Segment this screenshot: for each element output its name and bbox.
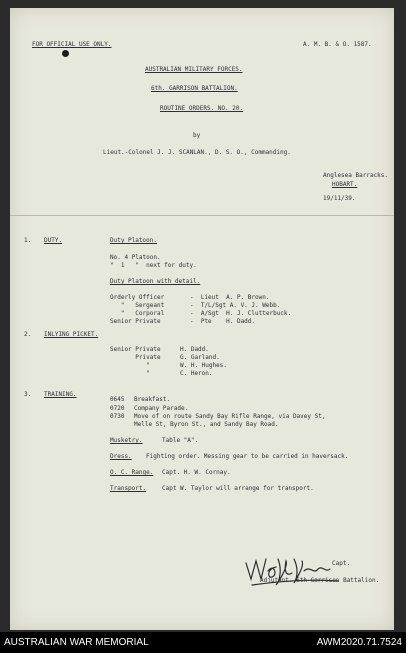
location-barracks: Anglesea Barracks. <box>323 172 389 179</box>
force-title: AUSTRALIAN MILITARY FORCES. <box>145 66 243 73</box>
section-3-heading: TRAINING. <box>44 391 77 398</box>
detail-heading: Duty Platoon with detail. <box>110 278 201 285</box>
picket-name: W. H. Hughes. <box>180 362 227 369</box>
schedule-activity: Move of on route Sandy Bay Rifle Range, via Davey St, <box>134 413 326 420</box>
picket-role: Private <box>110 354 161 361</box>
schedule-time: 0730 <box>110 413 125 420</box>
section-1-number: 1. <box>24 237 32 244</box>
role-name: - A/Sgt H. J. Clutterbuck. <box>190 310 292 317</box>
document-page <box>10 8 394 630</box>
picket-name: G. Garland. <box>180 354 220 361</box>
section-1-heading: DUTY. <box>44 237 63 244</box>
section-3-number: 3. <box>24 391 32 398</box>
picket-role: " <box>110 370 150 377</box>
transport-label: Transport. <box>110 485 147 492</box>
duty-platoon-line: No. 4 Platoon. <box>110 254 161 261</box>
musketry-text: Table "A". <box>162 437 199 444</box>
handwritten-signature <box>242 551 342 591</box>
route-continuation: Melle St, Byron St., and Sandy Bay Road. <box>134 421 279 428</box>
footer-bar <box>0 632 406 653</box>
next-duty-line: " 1 " next for duty. <box>110 262 197 269</box>
section-2-heading: INLYING PICKET. <box>44 331 99 338</box>
signature-rank: Capt. <box>332 560 351 567</box>
order-date: 19/11/39. <box>323 195 356 202</box>
footer-accession-number: AWM2020.71.7524 <box>316 637 402 648</box>
section-2-number: 2. <box>24 331 32 338</box>
schedule-activity: Company Parade. <box>134 405 189 412</box>
role-label: " Sergeant <box>110 302 165 309</box>
schedule-time: 0720 <box>110 405 125 412</box>
role-name: - T/L/Sgt A. V. J. Webb. <box>190 302 281 309</box>
signature-title: Adjutant. 6th Garrison Battalion. <box>260 577 380 584</box>
restriction-label: FOR OFFICIAL USE ONLY. <box>32 41 112 48</box>
range-text: Capt. H. W. Cornay. <box>162 469 231 476</box>
punch-hole <box>62 50 69 57</box>
duty-platoon-heading: Duty Platoon. <box>110 237 157 244</box>
commander-line: Lieut.-Colonel J. J. SCANLAN., D. S. O., Commanding. <box>103 149 291 156</box>
musketry-label: Musketry. <box>110 437 143 444</box>
role-label: " Corporal <box>110 310 165 317</box>
dress-label: Dress. <box>110 453 132 460</box>
role-label: Orderly Officer <box>110 294 165 301</box>
footer-institution: AUSTRALIAN WAR MEMORIAL <box>4 637 149 648</box>
role-name: - Pte H. Dadd. <box>190 318 256 325</box>
picket-role: " <box>110 362 150 369</box>
orders-title: ROUTINE ORDERS. NO. 20. <box>160 105 244 112</box>
picket-role: Senior Private <box>110 346 161 353</box>
range-label: O. C. Range. <box>110 469 154 476</box>
schedule-activity: Breakfast. <box>134 396 171 403</box>
role-name: - Lieut A. P. Brown. <box>190 294 270 301</box>
role-label: Senior Private <box>110 318 161 325</box>
transport-text: Capt W. Taylor will arrange for transport. <box>162 485 314 492</box>
form-number: A. M. B. & O. 1587. <box>303 41 372 48</box>
picket-name: H. Dadd. <box>180 346 209 353</box>
picket-name: C. Heron. <box>180 370 213 377</box>
schedule-time: 0645 <box>110 396 125 403</box>
by-text: by <box>193 132 201 139</box>
battalion-title: 6th. GARRISON BATTALION. <box>151 85 238 92</box>
dress-text: Fighting order. Messing gear to be carried in haversack. <box>146 453 349 460</box>
location-city: HOBART. <box>332 181 358 188</box>
